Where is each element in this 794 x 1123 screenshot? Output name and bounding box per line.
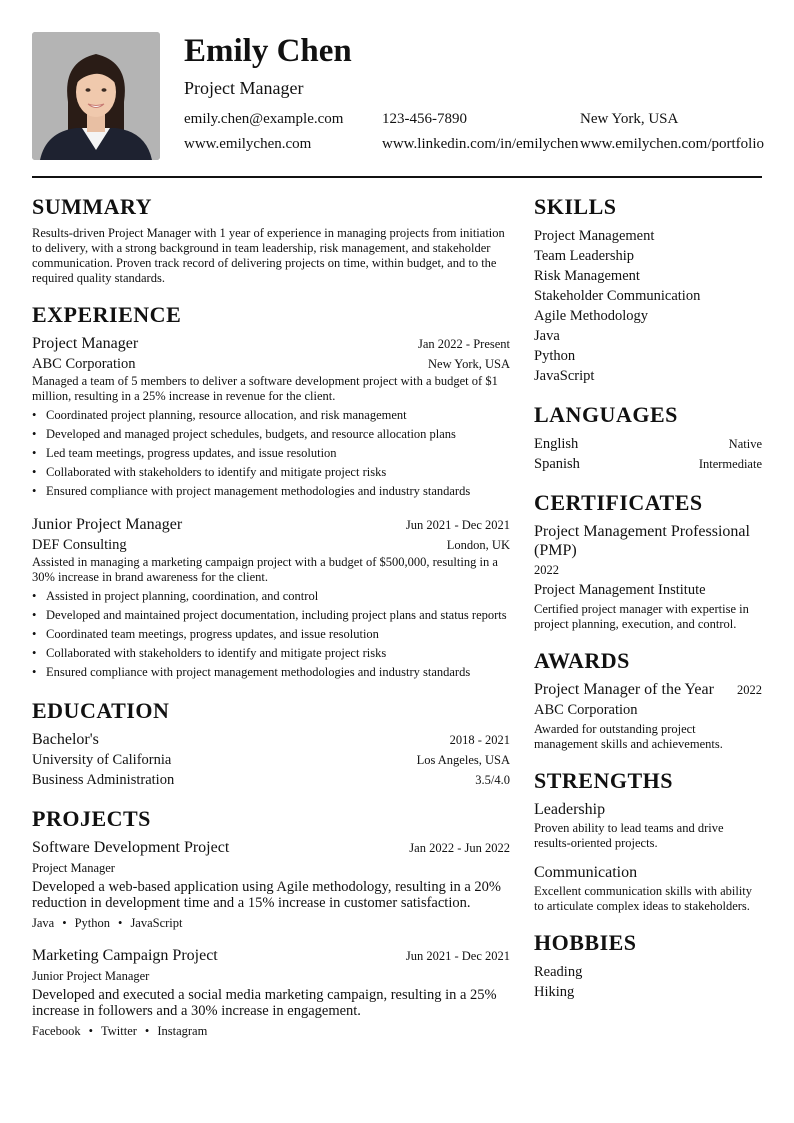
- job-role: Project Manager: [32, 335, 139, 352]
- job-company-row: [32, 535, 510, 555]
- certificate-name: Project Management Professional (PMP): [534, 523, 750, 559]
- candidate-title: Project Manager: [184, 78, 304, 98]
- skill-item: Team Leadership: [534, 248, 635, 264]
- job-dates: Jun 2021 - Dec 2021: [405, 518, 510, 532]
- hobby-item: Reading: [534, 964, 583, 980]
- project-description: Developed and executed a social media marketing campaign, resulting in a 25% increase in followers and a 30% increase in engagement.: [32, 987, 497, 1019]
- tag-separator: •: [118, 916, 123, 930]
- languages-section: [534, 402, 762, 474]
- hobbies-heading: HOBBIES: [534, 930, 637, 955]
- right-column: [534, 194, 762, 1018]
- project-name: Marketing Campaign Project: [32, 947, 218, 964]
- job-location: London, UK: [446, 538, 510, 552]
- strength-description: Proven ability to lead teams and drive results-oriented projects.: [534, 821, 724, 850]
- tag-separator: •: [62, 916, 67, 930]
- project-tag: Python: [74, 916, 111, 930]
- project-dates: Jun 2021 - Dec 2021: [405, 949, 510, 963]
- skill-item: Stakeholder Communication: [534, 288, 701, 304]
- skill-item: Java: [534, 328, 560, 344]
- skills-section: [534, 194, 762, 386]
- language-row: [534, 454, 762, 474]
- tag-separator: •: [88, 1024, 93, 1038]
- skill-item: Risk Management: [534, 268, 640, 284]
- education-dates: 2018 - 2021: [449, 733, 510, 747]
- education-field: Business Administration: [32, 772, 175, 788]
- experience-section: [32, 302, 510, 682]
- language-level: Native: [728, 437, 762, 451]
- bullet-item: • Ensured compliance with project management methodologies and industry standards: [32, 482, 510, 501]
- project-title-row: [32, 946, 510, 966]
- education-school: University of California: [32, 752, 172, 768]
- language-name: Spanish: [534, 456, 580, 472]
- job-description: Assisted in managing a marketing campaign project with a budget of $500,000, resulting in a 30% increase in brand awareness for the client.: [32, 555, 498, 584]
- summary-text: Results-driven Project Manager with 1 year of experience in managing projects from initiation to delivery, with a strong background in team leadership, risk management, and stakeholder communication. Proven track record of delivering projects on time, within budget, and to the required quality standards.: [32, 226, 505, 285]
- award-name: Project Manager of the Year: [534, 681, 714, 698]
- contact-phone[interactable]: 123-456-7890: [382, 111, 467, 127]
- skills-heading: SKILLS: [534, 194, 617, 219]
- job-role: Junior Project Manager: [32, 516, 183, 533]
- certificate-issuer: Project Management Institute: [534, 582, 706, 598]
- project-role: Junior Project Manager: [32, 969, 150, 983]
- job-dates: Jan 2022 - Present: [418, 337, 510, 351]
- bullet-item: • Assisted in project planning, coordination, and control: [32, 587, 510, 606]
- education-section: [32, 698, 510, 790]
- awards-heading: AWARDS: [534, 648, 630, 673]
- awards-section: [534, 648, 762, 752]
- skill-item: Agile Methodology: [534, 308, 648, 324]
- skill-item: Project Management: [534, 228, 655, 244]
- profile-photo-illustration: [32, 32, 160, 160]
- project-dates: Jan 2022 - Jun 2022: [409, 841, 510, 855]
- language-row: [534, 434, 762, 454]
- projects-section: [32, 806, 510, 1040]
- education-gpa: 3.5/4.0: [475, 773, 510, 787]
- contact-location: New York, USA: [580, 111, 679, 127]
- job-title-row: [32, 334, 510, 354]
- award-title-row: [534, 680, 762, 700]
- left-column: [32, 194, 510, 1056]
- skill-item: Python: [534, 348, 576, 364]
- languages-heading: LANGUAGES: [534, 402, 678, 427]
- certificate-description: Certified project manager with expertise in project planning, execution, and control.: [534, 602, 749, 631]
- strength-item: [534, 863, 762, 914]
- project-tag: Twitter: [101, 1024, 137, 1038]
- project-tags: [32, 1023, 510, 1040]
- job-company-row: [32, 354, 510, 374]
- project-role: Project Manager: [32, 861, 115, 875]
- bullet-item: • Coordinated project planning, resource allocation, and risk management: [32, 406, 510, 425]
- education-degree: Bachelor's: [32, 731, 99, 748]
- job-title-row: [32, 515, 510, 535]
- header-divider: [32, 176, 762, 178]
- summary-section: [32, 194, 510, 286]
- job-location: New York, USA: [428, 357, 510, 371]
- strengths-section: [534, 768, 762, 914]
- job-description: Managed a team of 5 members to deliver a software development project with a budget of $1 million, resulting in a 25% increase in revenue for the client.: [32, 374, 498, 403]
- contact-website[interactable]: www.emilychen.com: [184, 136, 312, 152]
- job-company: ABC Corporation: [32, 356, 136, 372]
- hobby-item: Hiking: [534, 984, 575, 1000]
- contact-email[interactable]: emily.chen@example.com: [184, 111, 344, 127]
- summary-heading: SUMMARY: [32, 194, 153, 219]
- education-field-row: [32, 770, 510, 790]
- strength-name: Communication: [534, 864, 638, 881]
- education-heading: EDUCATION: [32, 698, 170, 723]
- profile-photo: [32, 32, 160, 160]
- education-school-row: [32, 750, 510, 770]
- language-name: English: [534, 436, 579, 452]
- project-tag: Facebook: [32, 1024, 81, 1038]
- project-tag: JavaScript: [130, 916, 183, 930]
- project-tag: Instagram: [157, 1024, 208, 1038]
- strength-name: Leadership: [534, 801, 606, 818]
- contact-linkedin[interactable]: www.linkedin.com/in/emilychen: [382, 136, 579, 152]
- skill-item: JavaScript: [534, 368, 595, 384]
- bullet-item: • Developed and maintained project documentation, including project plans and status reports: [32, 606, 510, 625]
- certificates-section: [534, 490, 762, 632]
- project-description: Developed a web-based application using Agile methodology, resulting in a 20% reduction in development time and a 15% increase in customer satisfaction.: [32, 879, 501, 911]
- project-title-row: [32, 838, 510, 858]
- project-tags: [32, 915, 510, 932]
- education-degree-row: [32, 730, 510, 750]
- bullet-item: • Collaborated with stakeholders to identify and mitigate project risks: [32, 644, 510, 663]
- job-company: DEF Consulting: [32, 537, 127, 553]
- experience-item: [32, 334, 510, 501]
- bullet-item: • Led team meetings, progress updates, and issue resolution: [32, 444, 510, 463]
- strength-description: Excellent communication skills with ability to articulate complex ideas to stakeholders.: [534, 884, 753, 913]
- contact-portfolio[interactable]: www.emilychen.com/portfolio: [580, 136, 764, 152]
- bullet-item: • Coordinated team meetings, progress updates, and issue resolution: [32, 625, 510, 644]
- project-name: Software Development Project: [32, 839, 230, 856]
- experience-item: [32, 515, 510, 682]
- strength-item: [534, 800, 762, 851]
- bullet-item: • Collaborated with stakeholders to identify and mitigate project risks: [32, 463, 510, 482]
- education-location: Los Angeles, USA: [416, 753, 510, 767]
- resume-header: [32, 32, 762, 160]
- experience-heading: EXPERIENCE: [32, 302, 182, 327]
- job-bullets: [32, 406, 510, 501]
- project-tag: Java: [32, 916, 55, 930]
- job-bullets: [32, 587, 510, 682]
- strengths-heading: STRENGTHS: [534, 768, 673, 793]
- tag-separator: •: [144, 1024, 150, 1038]
- bullet-item: • Ensured compliance with project management methodologies and industry standards: [32, 663, 510, 682]
- award-description: Awarded for outstanding project management skills and achievements.: [534, 722, 723, 751]
- project-item: [32, 838, 510, 932]
- award-year: 2022: [737, 683, 762, 697]
- hobbies-section: [534, 930, 762, 1002]
- projects-heading: PROJECTS: [32, 806, 151, 831]
- certificates-heading: CERTIFICATES: [534, 490, 703, 515]
- candidate-name: Emily Chen: [184, 33, 352, 69]
- bullet-item: • Developed and managed project schedules, budgets, and resource allocation plans: [32, 425, 510, 444]
- certificate-year: 2022: [534, 563, 559, 577]
- language-level: Intermediate: [698, 457, 762, 471]
- project-item: [32, 946, 510, 1040]
- award-issuer: ABC Corporation: [534, 702, 638, 718]
